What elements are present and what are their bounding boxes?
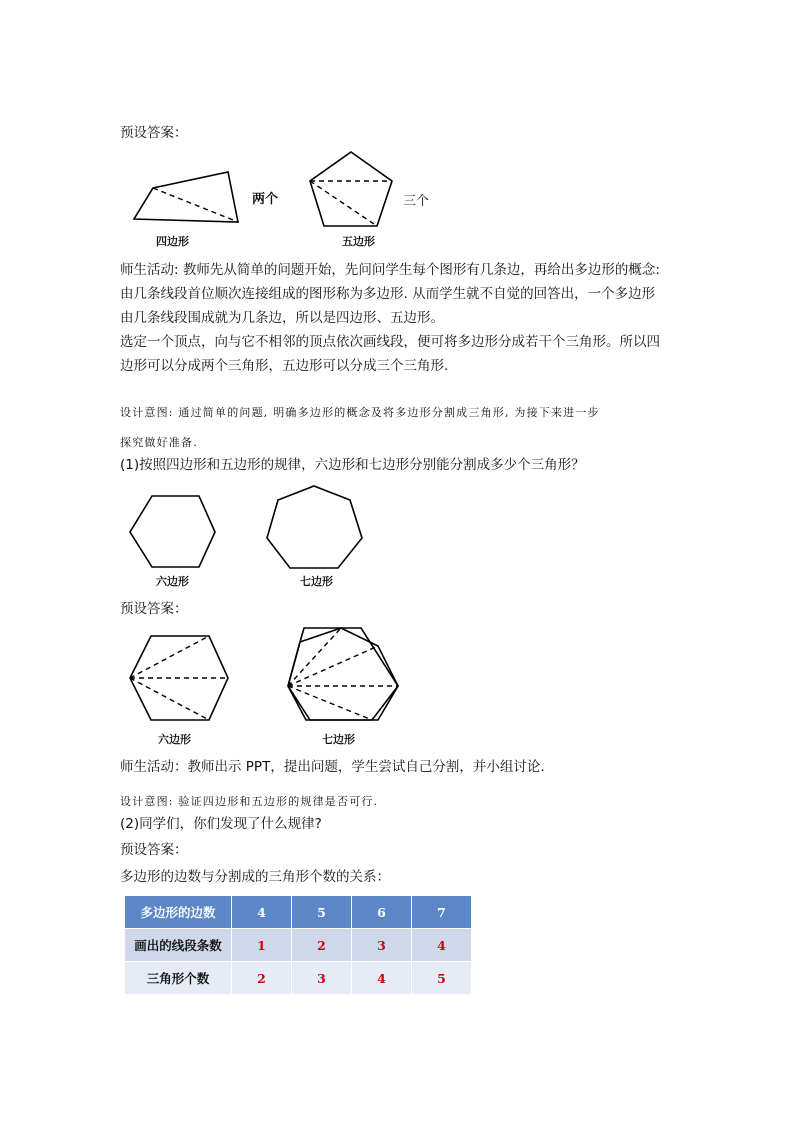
heptagon-diagonal	[288, 686, 372, 720]
table-row-header: 画出的线段条数	[125, 929, 232, 962]
heptagon-diagonal	[288, 646, 378, 686]
table-cell: 2	[232, 962, 292, 995]
table-header-cell: 6	[352, 896, 412, 929]
activity-line: 选定一个顶点，向与它不相邻的顶点依次画线段，便可将多边形分成若干个三角形。所以四	[120, 334, 660, 350]
table-cell: 2	[292, 929, 352, 962]
design-intent-line: 探究做好准备.	[120, 436, 198, 449]
table-cell: 5	[412, 962, 472, 995]
activity-paragraph-2: 师生活动：教师出示 PPT，提出问题，学生尝试自己分割，并小组讨论.	[120, 759, 545, 775]
heptagon-shape	[267, 486, 362, 568]
heptagon-caption: 七边形	[322, 733, 355, 746]
activity-line: 由几条线段围成就为几条边，所以是四边形、五边形。	[120, 310, 444, 326]
activity-line: 师生活动: 教师先从简单的问题开始，先问问学生每个图形有几条边，再给出多边形的概念:	[120, 262, 660, 278]
table-cell: 3	[292, 962, 352, 995]
table-header-cell: 7	[412, 896, 472, 929]
quadrilateral-shape	[134, 172, 238, 222]
pent-caption: 五边形	[342, 235, 375, 248]
table-row-header: 三角形个数	[125, 962, 232, 995]
table-cell: 4	[352, 962, 412, 995]
figure-hex-hept-divided	[120, 620, 420, 730]
figure-hex-hept	[120, 478, 400, 578]
answer-label: 预设答案：	[120, 842, 188, 858]
answer-label: 预设答案：	[120, 125, 188, 141]
table-cell: 4	[412, 929, 472, 962]
design-intent-2: 设计意图: 验证四边形和五边形的规律是否可行.	[120, 795, 379, 808]
activity-line: 由几条线段首位顺次连接组成的图形称为多边形. 从而学生就不自觉的回答出，一个多边形	[120, 286, 656, 302]
table-header-cell: 多边形的边数	[125, 896, 232, 929]
heptagon-shape-outline	[288, 628, 398, 720]
question-1: (1)按照四边形和五边形的规律，六边形和七边形分别能分割成多少个三角形？	[120, 457, 585, 473]
relation-intro: 多边形的边数与分割成的三角形个数的关系：	[120, 869, 390, 885]
heptagon-caption: 七边形	[300, 575, 333, 588]
quad-caption: 四边形	[156, 235, 189, 248]
hexagon-caption: 六边形	[158, 733, 191, 746]
activity-paragraph	[120, 258, 660, 378]
answer-label: 预设答案：	[120, 601, 188, 617]
hexagon-caption: 六边形	[156, 575, 189, 588]
question-2: (2)同学们，你们发现了什么规律?	[120, 816, 322, 832]
table-header-cell: 5	[292, 896, 352, 929]
table-row	[125, 929, 472, 962]
pentagon-shape	[310, 152, 392, 226]
design-intent-line: 设计意图: 通过简单的问题, 明确多边形的概念及将多边形分割成三角形, 为接下来进一步	[120, 406, 600, 419]
table-header-row	[125, 896, 472, 929]
heptagon-shape	[288, 628, 398, 720]
table-cell: 3	[352, 929, 412, 962]
pent-triangle-count: 三个	[403, 194, 430, 209]
quad-triangle-count: 两个	[252, 192, 279, 207]
pentagon-diagonal-2	[310, 181, 377, 226]
hexagon-diagonal	[130, 636, 209, 678]
table-cell: 1	[232, 929, 292, 962]
table-header-cell: 4	[232, 896, 292, 929]
table-row	[125, 962, 472, 995]
hexagon-diagonal	[130, 678, 209, 720]
hexagon-shape	[130, 496, 215, 567]
quadrilateral-diagonal	[153, 188, 238, 222]
activity-line: 边形可以分成两个三角形，五边形可以分成三个三角形.	[120, 358, 449, 374]
relation-table	[124, 895, 472, 995]
